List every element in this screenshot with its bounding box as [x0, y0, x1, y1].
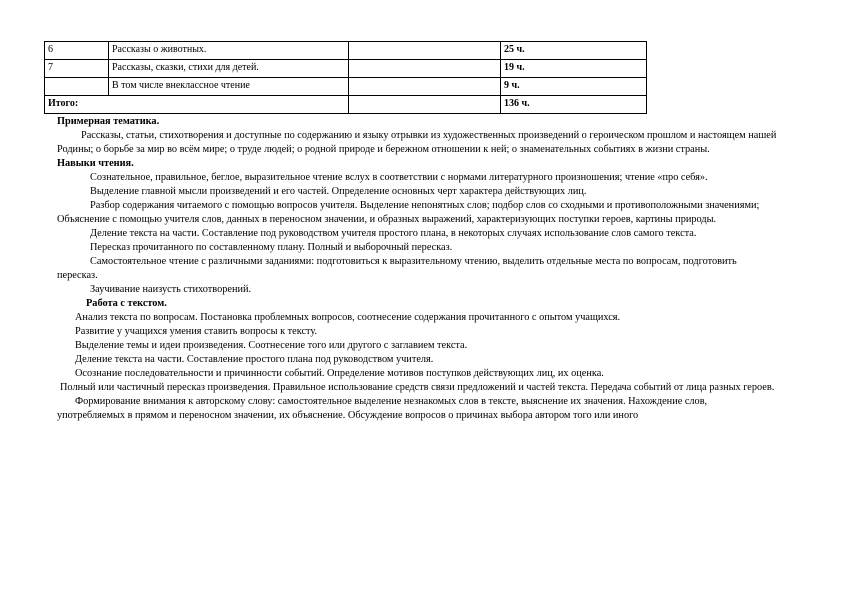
row-number [45, 78, 109, 96]
work-paragraph: Деление текста на части. Составление простого плана под руководством учителя. [75, 354, 434, 365]
section-name: В том числе внеклассное чтение [109, 78, 349, 96]
work-paragraph: Осознание последовательности и причинности событий. Определение мотивов поступков действующих лиц, их оценка. [75, 368, 604, 379]
reading-heading: Навыки чтения. [57, 158, 134, 169]
table-row [45, 78, 647, 96]
topics-paragraph: Рассказы, статьи, стихотворения и доступные по содержанию и языку отрывки из художественных произведений о героическом прошлом и настоящем нашей Родины; о борьбе за мир во всём мире; о труде людей; о родной природе и бережном отношении к ней; о знаменательных событиях в жизни страны. [57, 130, 777, 155]
empty-cell [349, 78, 501, 96]
empty-cell [349, 96, 501, 114]
author-paragraph: Формирование внимания к авторскому слову: самостоятельное выделение незнакомых слов в тексте, выяснение их значения. Нахождение слов, употребляемых в прямом и переносном значении, их объяснение. Обсуждение вопросов о причинах выбора автором того или иного [57, 396, 708, 421]
reading-paragraph: Самостоятельное чтение с различными заданиями: подготовиться к выразительному чтению, выделить отдельные места по вопросам, подготовить пересказ. [57, 256, 737, 281]
reading-paragraph: Деление текста на части. Составление под руководством учителя простого плана, в некоторых случаях использование слов самого текста. [90, 228, 697, 239]
table-row [45, 42, 647, 60]
empty-cell [349, 42, 501, 60]
total-label: Итого: [45, 96, 349, 114]
table-row [45, 60, 647, 78]
work-paragraph: Анализ текста по вопросам. Постановка проблемных вопросов, соотнесение содержания прочитанного с опытом учащихся. [75, 312, 621, 323]
reading-paragraph: Выделение главной мысли произведений и его частей. Определение основных черт характера действующих лиц. [90, 186, 587, 197]
total-hours: 136 ч. [501, 96, 647, 114]
work-paragraph: Развитие у учащихся умения ставить вопросы к тексту. [75, 326, 318, 337]
reading-paragraph: Сознательное, правильное, беглое, выразительное чтение вслух в соответствии с нормами литературного произношения; чтение «про себя». [90, 172, 708, 183]
topics-heading: Примерная тематика. [57, 116, 160, 127]
empty-cell [349, 60, 501, 78]
section-name: Рассказы, сказки, стихи для детей. [109, 60, 349, 78]
work-paragraph: Выделение темы и идеи произведения. Соотнесение того или другого с заглавием текста. [75, 340, 468, 351]
document-body [57, 115, 777, 423]
section-name: Рассказы о животных. [109, 42, 349, 60]
reading-paragraph: Пересказ прочитанного по составленному плану. Полный и выборочный пересказ. [90, 242, 453, 253]
section-hours: 25 ч. [501, 42, 647, 60]
section-hours: 9 ч. [501, 78, 647, 96]
reading-paragraph: Разбор содержания читаемого с помощью вопросов учителя. Выделение непонятных слов; подбор слов со сходными и противоположными значениями; Объяснение с помощью учителя слов, данных в переносном значении, и образных выражений, характеризующих поступки героев, картины природы. [57, 200, 760, 225]
section-hours: 19 ч. [501, 60, 647, 78]
reading-paragraph: Заучивание наизусть стихотворений. [90, 284, 252, 295]
hours-table [44, 41, 647, 114]
work-heading: Работа с текстом. [86, 298, 167, 309]
retell-paragraph: Полный или частичный пересказ произведения. Правильное использование средств связи предложений и частей текста. Передача событий от лица разных героев. [60, 382, 775, 393]
row-number: 6 [45, 42, 109, 60]
row-number: 7 [45, 60, 109, 78]
table-total-row [45, 96, 647, 114]
